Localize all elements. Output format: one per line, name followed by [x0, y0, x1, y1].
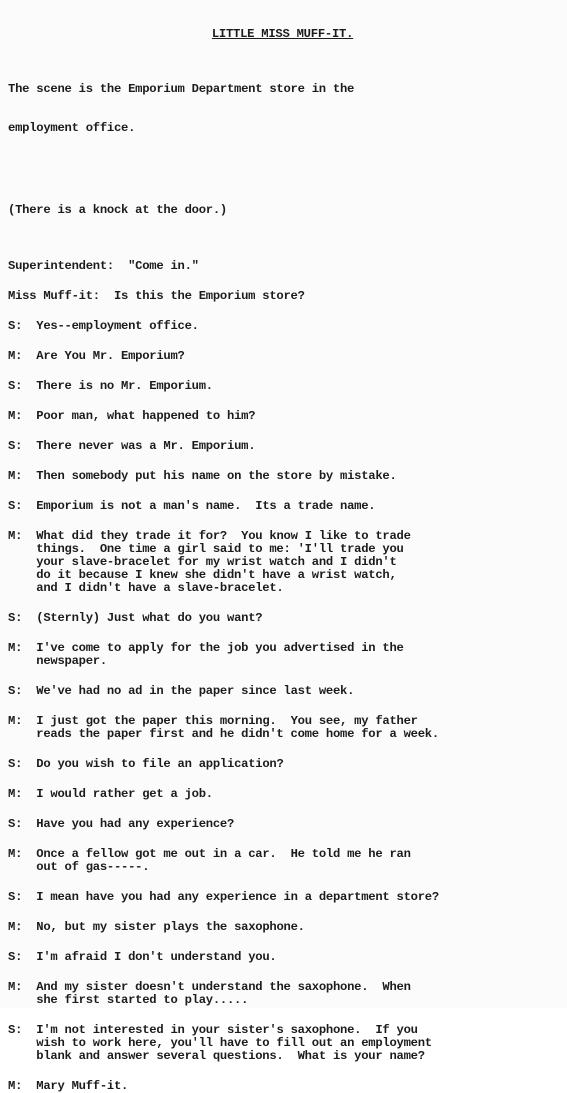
speech-text: Mary Muff-it.	[36, 1079, 129, 1093]
speaker-label: M:	[8, 980, 23, 994]
speaker-label: S:	[8, 950, 23, 964]
dialogue-line	[8, 818, 557, 831]
speech-text: Do you wish to file an application?	[36, 757, 284, 771]
dialogue-row	[8, 994, 557, 1007]
dialogue-row	[8, 380, 557, 393]
stage-direction-text: (There is a knock at the door.)	[8, 203, 227, 217]
speech-text: Have you had any experience?	[36, 817, 235, 831]
speech-text: I would rather get a job.	[36, 787, 213, 801]
speech-text: blank and answer several questions. What is your name?	[36, 1049, 425, 1063]
dialogue-line	[8, 1080, 557, 1093]
speech-text: There is no Mr. Emporium.	[36, 379, 213, 393]
speech-text: (Sternly) Just what do you want?	[36, 611, 263, 625]
speaker-label: M:	[8, 409, 23, 423]
speech-text: We've had no ad in the paper since last week.	[36, 684, 355, 698]
speaker-label: S:	[8, 319, 23, 333]
dialogue-row	[8, 410, 557, 423]
dialogue-line	[8, 320, 557, 333]
dialogue-line	[8, 981, 557, 1007]
dialogue-line	[8, 530, 557, 595]
stage-direction	[8, 178, 557, 243]
dialogue-line	[8, 290, 557, 303]
speech-text: Yes--employment office.	[36, 319, 199, 333]
speaker-label: Superintendent:	[8, 259, 114, 273]
speech-text: out of gas-----.	[36, 860, 150, 874]
dialogue-line	[8, 380, 557, 393]
speaker-label: S:	[8, 817, 23, 831]
speaker-label: S:	[8, 757, 23, 771]
dialogue-row	[8, 350, 557, 363]
dialogue-line	[8, 642, 557, 668]
dialogue-row	[8, 290, 557, 303]
speech-text: I mean have you had any experience in a department store?	[36, 890, 439, 904]
dialogue-line	[8, 350, 557, 363]
speech-text: There never was a Mr. Emporium.	[36, 439, 256, 453]
speech-text: Is this the Emporium store?	[113, 289, 305, 303]
speech-text: And my sister doesn't understand the saxophone. When	[36, 980, 411, 994]
dialogue-row	[8, 861, 557, 874]
speech-text: Emporium is not a man's name. Its a trade name.	[36, 499, 376, 513]
dialogue-line	[8, 1024, 557, 1063]
speaker-label: M:	[8, 349, 23, 363]
dialogue-line	[8, 891, 557, 904]
dialogue-row	[8, 470, 557, 483]
dialogue-line	[8, 848, 557, 874]
dialogue-row	[8, 1080, 557, 1093]
speech-text: your slave-bracelet for my wrist watch and I didn't	[36, 555, 397, 569]
dialogue-line	[8, 951, 557, 964]
dialogue-row	[8, 655, 557, 668]
speaker-label: M:	[8, 529, 23, 543]
dialogue-row	[8, 260, 557, 273]
speech-text: wish to work here, you'll have to fill out an employment	[36, 1036, 432, 1050]
speaker-label: S:	[8, 499, 23, 513]
speaker-label: S:	[8, 611, 23, 625]
speaker-label: M:	[8, 469, 23, 483]
speech-text: newspaper.	[36, 654, 107, 668]
speech-text: No, but my sister plays the saxophone.	[36, 920, 305, 934]
speech-text: Then somebody put his name on the store by mistake.	[36, 469, 397, 483]
dialogue-line	[8, 470, 557, 483]
script-title: LITTLE MISS MUFF-IT.	[211, 27, 354, 41]
speaker-label: Miss Muff-it:	[8, 289, 100, 303]
dialogue-row	[8, 891, 557, 904]
dialogue-row	[8, 818, 557, 831]
speaker-label: M:	[8, 920, 23, 934]
speaker-label: M:	[8, 847, 23, 861]
scene-intro-line: employment office.	[8, 121, 136, 135]
dialogue-line	[8, 260, 557, 273]
speech-text: things. One time a girl said to me: 'I'll trade you	[36, 542, 404, 556]
dialogue	[8, 260, 557, 1093]
speaker-label: M:	[8, 787, 23, 801]
speaker-label: S:	[8, 684, 23, 698]
speech-text: I'm not interested in your sister's saxophone. If you	[36, 1023, 418, 1037]
dialogue-row	[8, 758, 557, 771]
dialogue-line	[8, 758, 557, 771]
speaker-label: M:	[8, 641, 23, 655]
dialogue-row	[8, 582, 557, 595]
speaker-label: M:	[8, 714, 23, 728]
dialogue-row	[8, 951, 557, 964]
speaker-label: S:	[8, 379, 23, 393]
speech-text: Are You Mr. Emporium?	[36, 349, 185, 363]
speech-text: and I didn't have a slave-bracelet.	[36, 581, 284, 595]
dialogue-line	[8, 500, 557, 513]
speech-text: she first started to play.....	[36, 993, 249, 1007]
dialogue-line	[8, 410, 557, 423]
dialogue-line	[8, 612, 557, 625]
dialogue-row	[8, 612, 557, 625]
dialogue-row	[8, 1050, 557, 1063]
dialogue-row	[8, 320, 557, 333]
speaker-label: S:	[8, 1023, 23, 1037]
dialogue-line	[8, 921, 557, 934]
speech-text: Poor man, what happened to him?	[36, 409, 256, 423]
speech-text: I'm afraid I don't understand you.	[36, 950, 277, 964]
dialogue-line	[8, 685, 557, 698]
dialogue-line	[8, 440, 557, 453]
speech-text: What did they trade it for? You know I like to trade	[36, 529, 411, 543]
dialogue-row	[8, 440, 557, 453]
dialogue-row	[8, 788, 557, 801]
speech-text: do it because I knew she didn't have a wrist watch,	[36, 568, 397, 582]
speech-text: I just got the paper this morning. You see, my father	[36, 714, 418, 728]
dialogue-row	[8, 685, 557, 698]
speech-text: Once a fellow got me out in a car. He told me he ran	[36, 847, 411, 861]
speaker-label: S:	[8, 890, 23, 904]
dialogue-line	[8, 788, 557, 801]
speech-text: I've come to apply for the job you advertised in the	[36, 641, 404, 655]
dialogue-line	[8, 715, 557, 741]
speaker-label: M:	[8, 1079, 23, 1093]
dialogue-row	[8, 728, 557, 741]
scene-intro	[8, 57, 557, 161]
speech-text: "Come in."	[128, 259, 199, 273]
speaker-label: S:	[8, 439, 23, 453]
dialogue-row	[8, 500, 557, 513]
scene-intro-line: The scene is the Emporium Department store in the	[8, 82, 355, 96]
dialogue-row	[8, 921, 557, 934]
speech-text: reads the paper first and he didn't come home for a week.	[36, 727, 439, 741]
